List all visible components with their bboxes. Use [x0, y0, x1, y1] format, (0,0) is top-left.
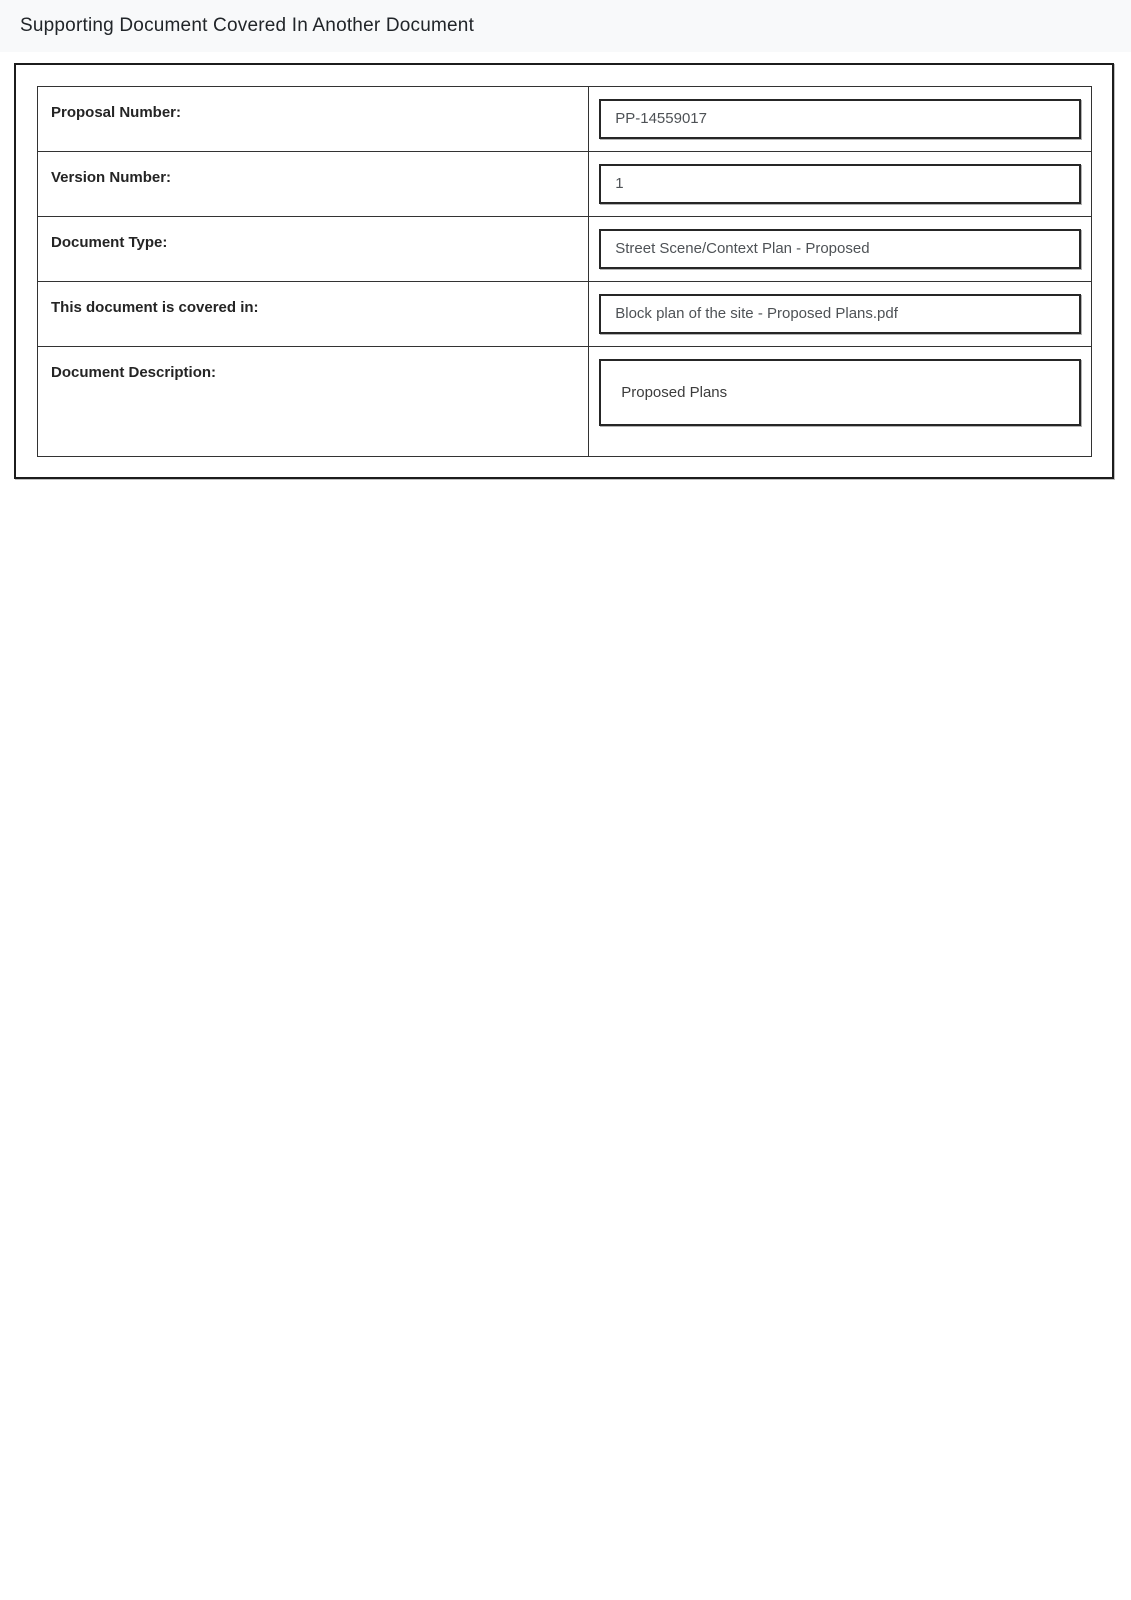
page-title: Supporting Document Covered In Another Document — [20, 15, 475, 36]
proposal-number-label: Proposal Number: — [38, 87, 589, 152]
page-header — [0, 0, 1131, 52]
covered-in-field[interactable]: Block plan of the site - Proposed Plans.pdf — [599, 294, 1081, 334]
document-description-cell — [589, 347, 1092, 457]
document-type-cell — [589, 217, 1092, 282]
form-row-proposal-number — [38, 87, 1092, 152]
form-row-version-number — [38, 152, 1092, 217]
document-type-field[interactable]: Street Scene/Context Plan - Proposed — [599, 229, 1081, 269]
form-table — [37, 86, 1092, 457]
version-number-label: Version Number: — [38, 152, 589, 217]
proposal-number-field[interactable]: PP-14559017 — [599, 99, 1081, 139]
document-type-label: Document Type: — [38, 217, 589, 282]
form-row-covered-in — [38, 282, 1092, 347]
form-row-document-description — [38, 347, 1092, 457]
proposal-number-cell — [589, 87, 1092, 152]
covered-in-label: This document is covered in: — [38, 282, 589, 347]
version-number-field[interactable]: 1 — [599, 164, 1081, 204]
document-description-label: Document Description: — [38, 347, 589, 457]
version-number-cell — [589, 152, 1092, 217]
covered-in-cell — [589, 282, 1092, 347]
supporting-document-panel — [14, 63, 1114, 479]
form-row-document-type — [38, 217, 1092, 282]
document-description-field[interactable]: Proposed Plans — [599, 359, 1081, 426]
